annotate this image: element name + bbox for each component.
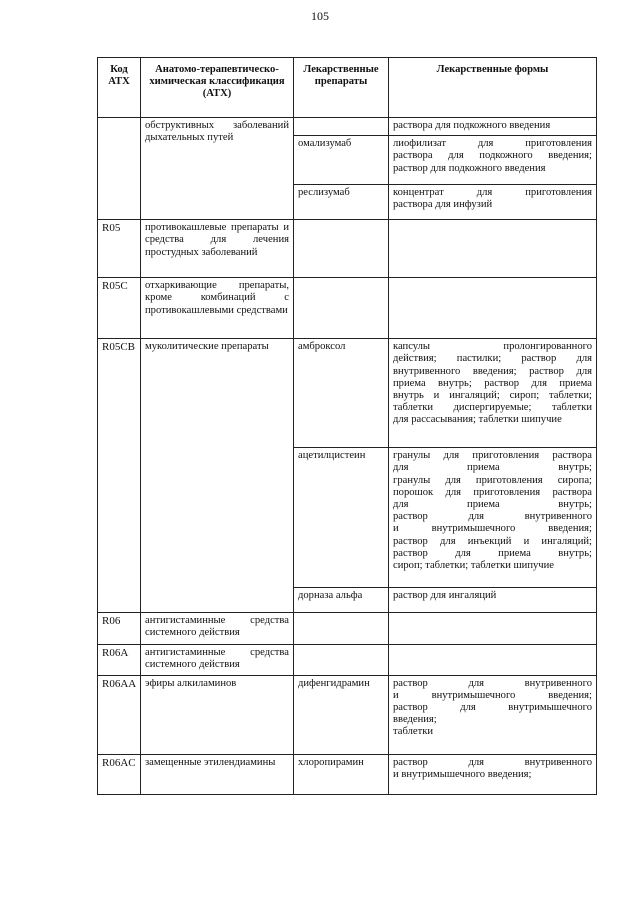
dosage-form-line: для приема внутрь;: [393, 499, 592, 511]
table-body: [98, 118, 597, 795]
dosage-form-line: раствор для внутривенного: [393, 756, 592, 768]
dosage-forms-cell: [389, 185, 597, 220]
atc-code-cell: R05: [98, 220, 141, 278]
drug-name-cell: реслизумаб: [294, 185, 389, 220]
table-row: [98, 754, 597, 794]
dosage-form-line: порошок для приготовления раствора: [393, 486, 592, 498]
dosage-forms-cell: [389, 754, 597, 794]
dosage-form-line: для рассасывания; таблетки шипучие: [393, 414, 562, 426]
dosage-form-line: капсулы пролонгированного: [393, 341, 592, 353]
dosage-form-line: раствора для инфузий: [393, 199, 493, 211]
dosage-forms-cell: [389, 278, 597, 339]
atc-code-cell: R06A: [98, 645, 141, 675]
atc-code-cell: R06: [98, 613, 141, 645]
dosage-form-line: раствор для ингаляций: [393, 590, 497, 602]
dosage-form-line: для приема внутрь;: [393, 462, 592, 474]
table-row: [98, 278, 597, 339]
dosage-form-line: раствор для подкожного введения: [393, 162, 546, 174]
dosage-form-line: гранулы для приготовления сиропа;: [393, 474, 592, 486]
dosage-form-line: раствор для приема внутрь;: [393, 547, 592, 559]
atc-description-cell: муколитические препараты: [141, 339, 294, 613]
dosage-forms-cell: [389, 675, 597, 754]
drug-name-cell: [294, 613, 389, 645]
dosage-form-line: раствор для внутримышечного: [393, 702, 592, 714]
drug-name-cell: [294, 220, 389, 278]
drug-name-cell: дорназа альфа: [294, 588, 389, 613]
dosage-forms-cell: [389, 645, 597, 675]
atc-description-cell: эфиры алкиламинов: [141, 675, 294, 754]
atc-code-cell: [98, 118, 141, 220]
dosage-form-line: раствор для внутривенного: [393, 677, 592, 689]
drug-name-cell: амброксол: [294, 339, 389, 448]
atc-description-cell: отхаркивающие препараты, кроме комбинаций с противокашлевыми средствами: [141, 278, 294, 339]
atc-description-cell: антигистаминные средства системного действия: [141, 613, 294, 645]
dosage-forms-cell: [389, 220, 597, 278]
dosage-form-line: раствора для подкожного введения: [393, 120, 551, 131]
table-row: [98, 675, 597, 754]
dosage-form-line: действия; пастилки; раствор для: [393, 353, 592, 365]
atc-code-cell: R05CB: [98, 339, 141, 613]
dosage-form-line: таблетки: [393, 726, 434, 738]
dosage-form-line: гранулы для приготовления раствора: [393, 450, 592, 462]
drug-name-cell: [294, 278, 389, 339]
atc-description-cell: противокашлевые препараты и средства для лечения простудных заболеваний: [141, 220, 294, 278]
dosage-form-line: внутривенного введения; раствор для: [393, 365, 592, 377]
dosage-forms-cell: [389, 118, 597, 136]
drug-name-cell: ацетилцистеин: [294, 448, 389, 588]
drug-name-cell: омализумаб: [294, 136, 389, 185]
dosage-form-line: сироп; таблетки; таблетки шипучие: [393, 560, 555, 572]
page-number: 105: [311, 9, 329, 23]
header-dosage-forms: Лекарственные формы: [389, 58, 597, 118]
dosage-form-line: внутрь и ингаляций; сироп; таблетки;: [393, 390, 592, 402]
dosage-form-line: лиофилизат для приготовления: [393, 138, 592, 150]
table-header-row: [98, 58, 597, 118]
header-drugs: Лекарственные препараты: [294, 58, 389, 118]
table-row: [98, 118, 597, 136]
atc-code-cell: R05C: [98, 278, 141, 339]
dosage-form-line: и внутримышечного введения;: [393, 523, 592, 535]
dosage-forms-cell: [389, 448, 597, 588]
dosage-form-line: таблетки диспергируемые; таблетки: [393, 402, 592, 414]
drug-name-cell: хлоропирамин: [294, 754, 389, 794]
dosage-form-line: приема внутрь; раствор для приема: [393, 377, 592, 389]
table-row: [98, 645, 597, 675]
table-row: [98, 339, 597, 448]
header-atc-classification: Анатомо-терапевтическо-химическая классификация (АТХ): [141, 58, 294, 118]
dosage-form-line: введения;: [393, 714, 437, 726]
dosage-form-line: раствор для внутривенного: [393, 511, 592, 523]
dosage-forms-cell: [389, 613, 597, 645]
drug-name-cell: дифенгидрамин: [294, 675, 389, 754]
atc-code-cell: R06AA: [98, 675, 141, 754]
drug-name-cell: [294, 118, 389, 136]
header-code: Код АТХ: [98, 58, 141, 118]
dosage-forms-cell: [389, 136, 597, 185]
table-row: [98, 220, 597, 278]
table-row: [98, 613, 597, 645]
atc-description-cell: обструктивных заболеваний дыхательных путей: [141, 118, 294, 220]
dosage-form-line: и внутримышечного введения;: [393, 768, 532, 780]
dosage-form-line: концентрат для приготовления: [393, 187, 592, 199]
atc-description-cell: антигистаминные средства системного действия: [141, 645, 294, 675]
dosage-form-line: раствора для подкожного введения;: [393, 150, 592, 162]
atc-table: [97, 57, 597, 795]
dosage-forms-cell: [389, 339, 597, 448]
dosage-form-line: раствор для инъекций и ингаляций;: [393, 535, 592, 547]
dosage-forms-cell: [389, 588, 597, 613]
dosage-form-line: и внутримышечного введения;: [393, 689, 592, 701]
drug-name-cell: [294, 645, 389, 675]
atc-code-cell: R06AC: [98, 754, 141, 794]
atc-description-cell: замещенные этилендиамины: [141, 754, 294, 794]
